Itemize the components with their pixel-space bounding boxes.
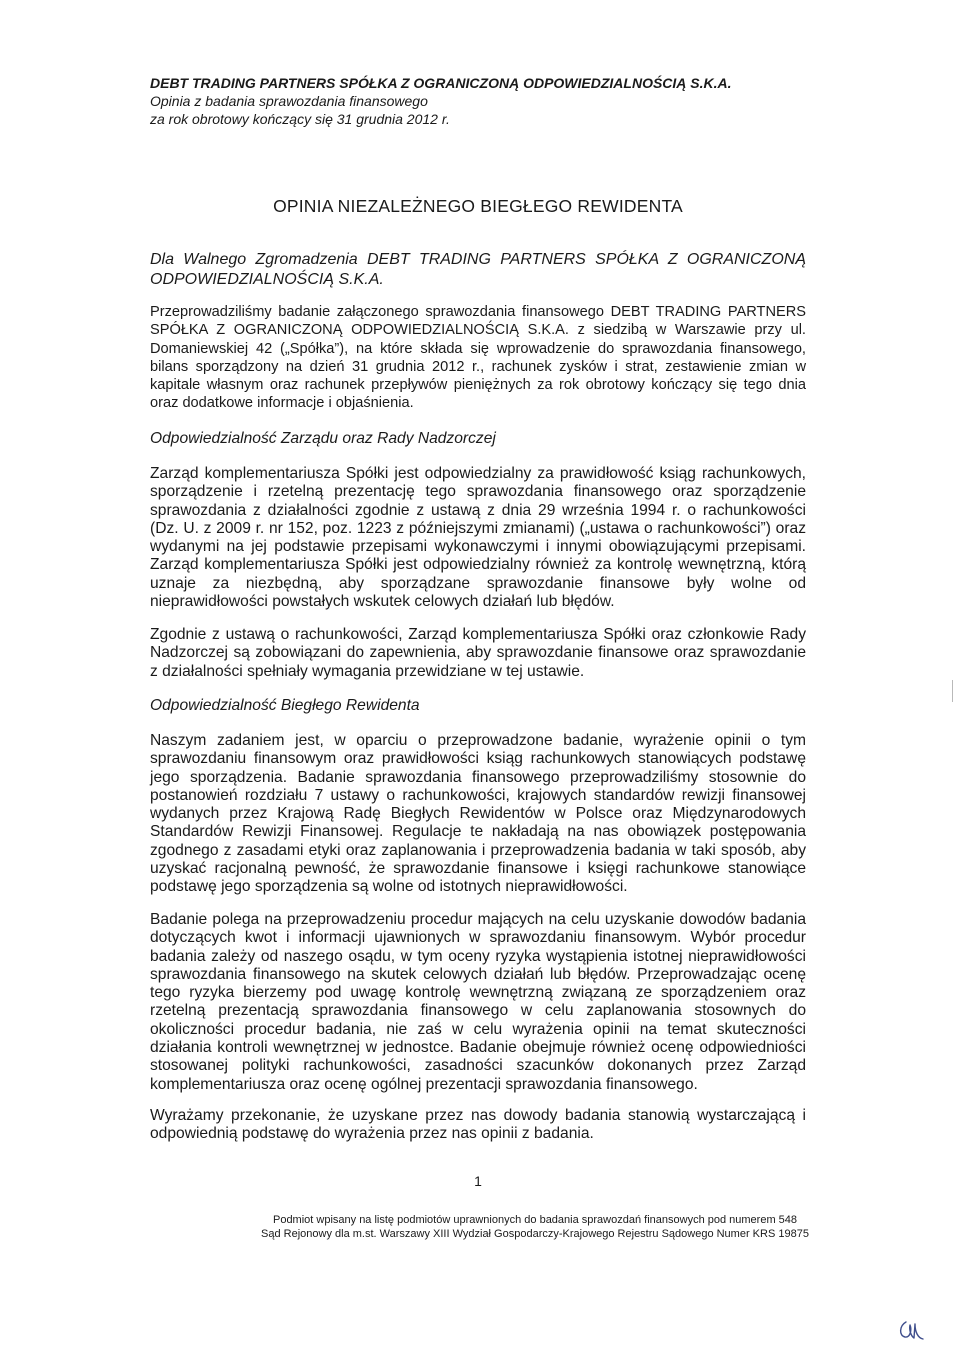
section-heading-management: Odpowiedzialność Zarządu oraz Rady Nadzorczej (150, 430, 496, 447)
page-title: OPINIA NIEZALEŻNEGO BIEGŁEGO REWIDENTA (273, 196, 683, 216)
footer-court-line: Sąd Rejonowy dla m.st. Warszawy XIII Wydział Gospodarczy-Krajowego Rejestru Sądowego Numer KRS 19875 (261, 1228, 809, 1240)
audit-conclusion-paragraph: Wyrażamy przekonanie, że uzyskane przez nas dowody badania stanowią wystarczającą i odpowiednią podstawę do wyrażenia przez nas opinii z badania. (150, 1107, 806, 1143)
page-number: 1 (474, 1173, 482, 1189)
header-document-title: Opinia z badania sprawozdania finansowego (150, 93, 428, 109)
header-company-name: DEBT TRADING PARTNERS SPÓŁKA Z OGRANICZONĄ ODPOWIEDZIALNOŚCIĄ S.K.A. (150, 75, 732, 91)
audit-procedures-paragraph: Badanie polega na przeprowadzeniu procedur mających na celu uzyskanie dowodów badania dotyczących kwot i informacji ujawnionych w sprawozdaniu finansowym. Wybór procedur badania zależy od naszego osądu, w tym oceny ryzyka wystąpienia istotnej nieprawidłowości sprawozdania finansowego na skutek celowych działań lub błędów. Przeprowadzając ocenę tego ryzyka bierzemy pod uwagę kontrolę wewnętrzną związaną ze sporządzeniem oraz rzetelną prezentacją sprawozdania finansowego w celu zaplanowania stosownych do okoliczności procedur badania, nie zaś w celu wyrażenia opinii na temat skuteczności działania kontroli wewnętrznej w jednostce. Badanie obejmuje również ocenę odpowiedniości stosowanej polityki rachunkowości, zasadności szacunków dokonanych przez Zarząd komplementariusza oraz ocenę ogólnej prezentacji sprawozdania finansowego. (150, 911, 806, 1093)
management-responsibility-paragraph: Zarząd komplementariusza Spółki jest odpowiedzialny za prawidłowość ksiąg rachunkowych, sporządzenie i rzetelną prezentację tego sprawozdania finansowego oraz sporządzenie sprawozdania z działalności zgodnie z ustawą z dnia 29 września 1994 r. o rachunkowości (Dz. U. z 2009 r. nr 152, poz. 1223 z późniejszymi zmianami) („ustawa o rachunkowości”) oraz wydanymi na jej podstawie przepisami wykonawczymi i innymi obowiązującymi przepisami. Zarząd komplementariusza Spółki jest odpowiedzialny również za kontrolę wewnętrzną, którą uznaje za niezbędną, aby sporządzane sprawozdanie finansowe były wolne od nieprawidłowości powstałych wskutek celowych działań lub błędów. (150, 465, 806, 611)
auditor-responsibility-paragraph: Naszym zadaniem jest, w oparciu o przeprowadzone badanie, wyrażenie opinii o tym sprawozdaniu finansowym oraz prawidłowości ksiąg rachunkowych stanowiących podstawę jego sporządzenia. Badanie sprawozdania finansowego przeprowadziliśmy stosownie do postanowień rozdziału 7 ustawy o rachunkowości, krajowych standardów rewizji finansowej wydanych przez Krajową Radę Biegłych Rewidentów w Polsce oraz Międzynarodowych Standardów Rewizji Finansowej. Regulacje te nakładają na nas obowiązek postępowania zgodnego z zasadami etyki oraz zaplanowania i przeprowadzenia badania w taki sposób, aby uzyskać racjonalną pewność, że sprawozdanie finansowe i księgi rachunkowe stanowiące podstawę jego sporządzenia są wolne od istotnych nieprawidłowości. (150, 732, 806, 896)
page-footer (150, 1213, 920, 1241)
scan-artifact-line (952, 680, 953, 702)
initials-signature (896, 1318, 926, 1342)
intro-paragraph: Przeprowadziliśmy badanie załączonego sprawozdania finansowego DEBT TRADING PARTNERS SPÓŁKA Z OGRANICZONĄ ODPOWIEDZIALNOŚCIĄ S.K.A. z siedzibą w Warszawie przy ul. Domaniewskiej 42 („Spółka”), na które składa się wprowadzenie do sprawozdania finansowego, bilans sporządzony na dzień 31 grudnia 2012 r., rachunek zysków i strat, zestawienie zmian w kapitale własnym oraz rachunek przepływów pieniężnych za rok obrotowy kończący się tego dnia oraz dodatkowe informacje i objaśnienia. (150, 304, 806, 412)
section-heading-auditor: Odpowiedzialność Biegłego Rewidenta (150, 697, 420, 714)
header-period: za rok obrotowy kończący się 31 grudnia 2012 r. (150, 111, 450, 127)
addressee: Dla Walnego Zgromadzenia DEBT TRADING PARTNERS SPÓŁKA Z OGRANICZONĄ ODPOWIEDZIALNOŚCIĄ S.K.A. (150, 251, 806, 288)
footer-registration-line: Podmiot wpisany na listę podmiotów uprawnionych do badania sprawozdań finansowych pod numerem 548 (272, 1214, 798, 1226)
legal-requirements-paragraph: Zgodnie z ustawą o rachunkowości, Zarząd komplementariusza Spółki oraz członkowie Rady Nadzorczej są zobowiązani do zapewnienia, aby sprawozdanie finansowe oraz sprawozdanie z działalności spełniały wymagania przewidziane w tej ustawie. (150, 626, 806, 680)
document-header (150, 74, 810, 128)
